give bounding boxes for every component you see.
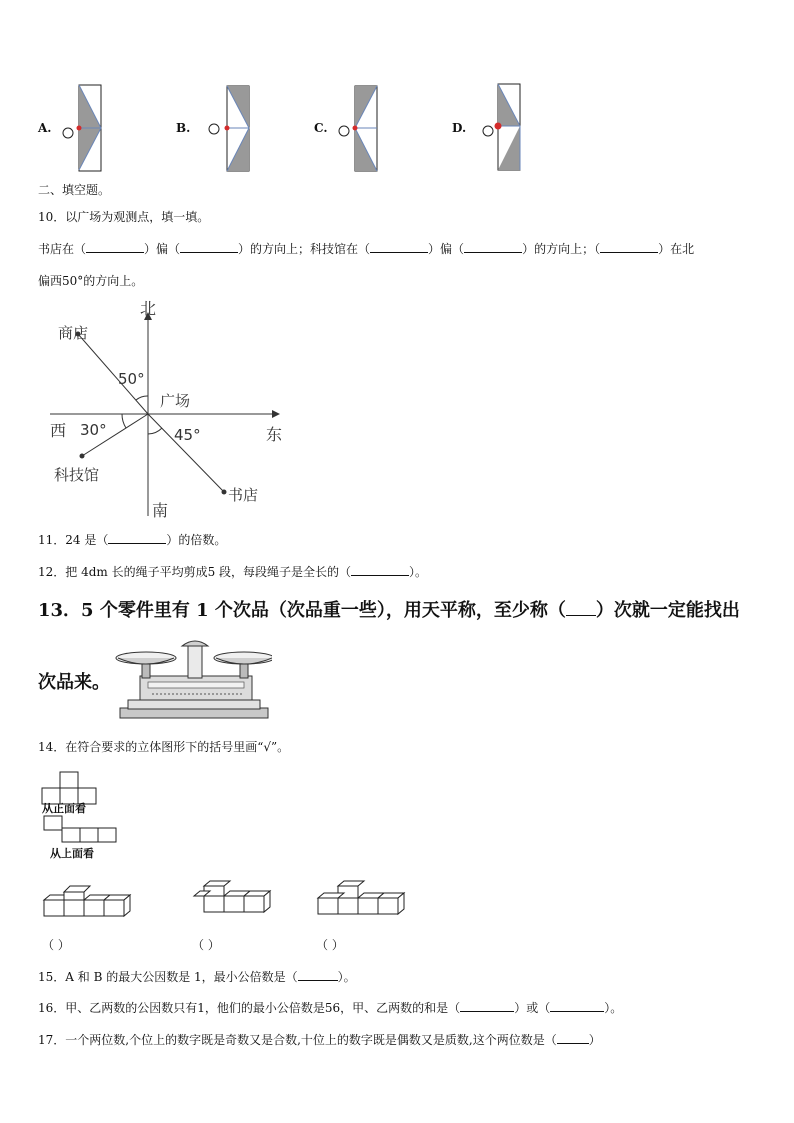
q14-answer-1[interactable]: （ ） [42, 938, 70, 952]
option-d-label: D. [452, 121, 467, 135]
q15-blank[interactable] [298, 968, 338, 981]
top-view-label: 从上面看 [50, 847, 94, 860]
q13-text: ）次就一定能找出 [595, 600, 740, 621]
q15 [38, 968, 356, 985]
q11 [38, 531, 226, 548]
block-figure-2 [190, 876, 278, 916]
block-figure-3 [314, 878, 406, 918]
q10-blank-1[interactable] [86, 240, 144, 253]
q13-blank[interactable] [566, 597, 596, 616]
label-west: 西 [50, 421, 67, 440]
label-shop: 商店 [58, 324, 89, 342]
q10-text-part: 书店在（ [38, 242, 87, 256]
top-view-figure [40, 814, 140, 846]
option-c-label: C. [314, 121, 328, 135]
section-title: 二、填空题。 [38, 183, 111, 197]
q12 [38, 563, 427, 580]
q17-text: ） [588, 1033, 601, 1047]
front-view-label: 从正面看 [42, 802, 86, 815]
q17 [38, 1031, 601, 1048]
label-tech: 科技馆 [54, 466, 100, 484]
option-b-figure [204, 84, 256, 174]
q10-text-part: ）在北 [658, 242, 695, 256]
balance-scale-image [112, 636, 272, 722]
q10-blank-2[interactable] [180, 240, 238, 253]
q16-text: ）。 [604, 1001, 623, 1015]
q16-blank-1[interactable] [460, 999, 514, 1012]
q11-text: ）的倍数。 [166, 533, 227, 547]
q10-text-line2: 偏西50°的方向上。 [38, 274, 144, 288]
q11-blank[interactable] [108, 531, 166, 544]
q14-answer-3[interactable]: （ ） [316, 938, 344, 952]
label-east: 东 [266, 425, 283, 444]
option-c-figure [336, 84, 386, 174]
q10-stem: 10．以广场为观测点，填一填。 [38, 210, 210, 224]
q15-text: 15．A 和 B 的最大公因数是 1，最小公倍数是（ [38, 970, 298, 984]
q10-blank-4[interactable] [464, 240, 522, 253]
q10-text-part: ）的方向上；（ [522, 242, 601, 256]
q10-text-part: ）偏（ [428, 242, 465, 256]
q10-text-part: ）的方向上；科技馆在（ [238, 242, 371, 256]
q13-line2: 次品来。 [38, 672, 110, 693]
q11-text: 11．24 是（ [38, 533, 109, 547]
q12-text: ）。 [409, 565, 428, 579]
block-figure-1 [40, 880, 136, 922]
angle-30: 30° [80, 421, 107, 439]
label-north: 北 [140, 299, 157, 318]
q16-text: 16．甲、乙两数的公因数只有1，他们的最小公倍数是56，甲、乙两数的和是（ [38, 1001, 461, 1015]
book-point [222, 490, 227, 495]
label-book: 书店 [228, 486, 259, 504]
tech-point [80, 454, 85, 459]
angle-50: 50° [118, 370, 145, 388]
angle-45: 45° [174, 426, 201, 444]
q10-blank-5[interactable] [600, 240, 658, 253]
option-a-figure [60, 84, 110, 174]
label-center: 广场 [160, 392, 191, 410]
option-a-label: A. [38, 121, 52, 135]
q15-text: ）。 [337, 970, 356, 984]
q10-text-line1 [38, 240, 694, 257]
q16-blank-2[interactable] [550, 999, 604, 1012]
option-d-figure [478, 82, 528, 174]
q13 [38, 596, 740, 622]
q16-text: ）或（ [514, 1001, 551, 1015]
q17-blank[interactable] [557, 1031, 589, 1044]
q14-stem: 14．在符合要求的立体图形下的括号里画“√”。 [38, 740, 290, 754]
q12-blank[interactable] [351, 563, 409, 576]
q17-text: 17．一个两位数,个位上的数字既是奇数又是合数,十位上的数字既是偶数又是质数,这个两位数是（ [38, 1033, 557, 1047]
q12-text: 12．把 4dm 长的绳子平均剪成5 段，每段绳子是全长的（ [38, 565, 352, 579]
q16 [38, 999, 622, 1016]
compass-diagram [40, 292, 300, 524]
option-b-label: B. [176, 121, 191, 135]
q14-answer-2[interactable]: （ ） [192, 938, 220, 952]
q10-text-part: ）偏（ [144, 242, 181, 256]
q10-blank-3[interactable] [370, 240, 428, 253]
label-south: 南 [152, 501, 169, 520]
q13-text: 13．5 个零件里有 1 个次品（次品重一些），用天平称，至少称（ [38, 600, 566, 621]
